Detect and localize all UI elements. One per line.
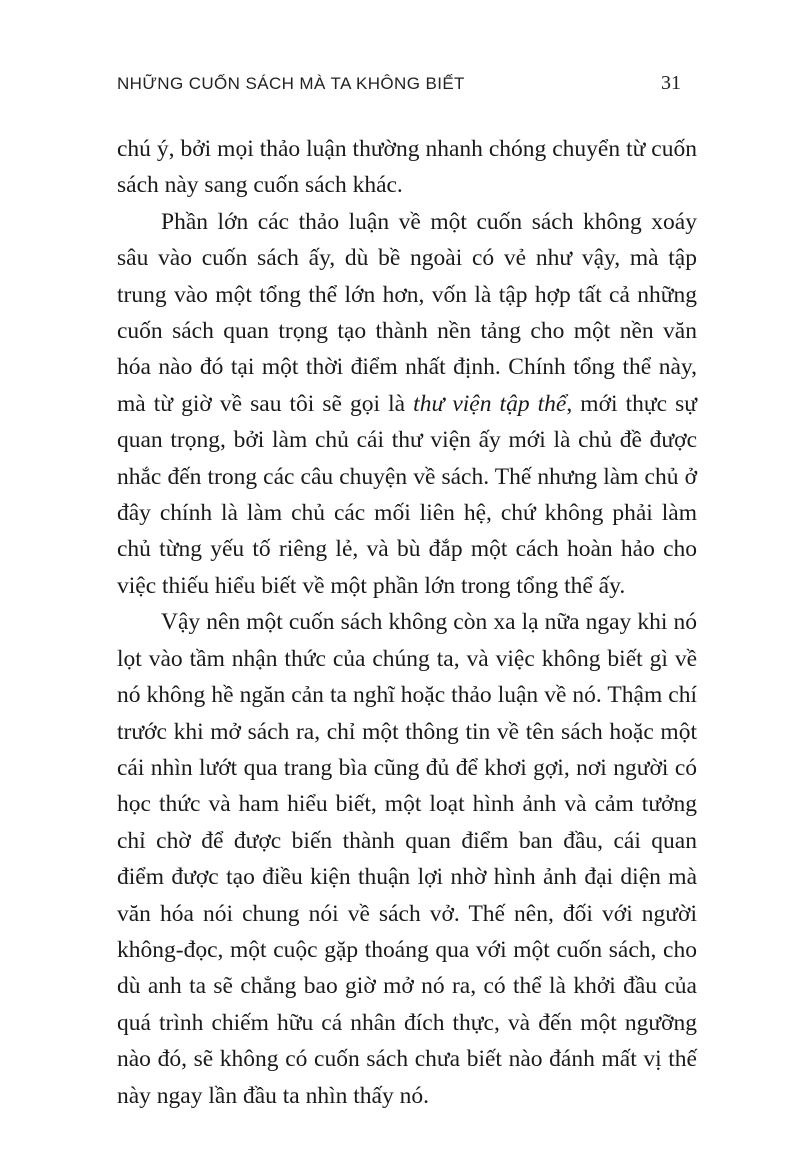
paragraph-2-text-start: Phần lớn các thảo luận về một cuốn sách không xoáy sâu vào cuốn sách ấy, dù bề ngoài có vẻ như vậy, mà tập trung vào một tổng thể lớn hơn, vốn là tập hợp tất cả những cuốn sách quan trọng tạo thành nền tảng cho một nền văn hóa nào đó tại một thời điểm nhất định. Chính tổng thể này, mà từ giờ về sau tôi sẽ gọi là xyxy=(117,208,697,417)
running-head-title: NHỮNG CUỐN SÁCH MÀ TA KHÔNG BIẾT xyxy=(117,74,465,93)
paragraph-3: Vậy nên một cuốn sách không còn xa lạ nữa ngay khi nó lọt vào tầm nhận thức của chúng ta, và việc không biết gì về nó không hề ngăn cản ta nghĩ hoặc thảo luận về nó. Thậm chí trước khi mở sách ra, chỉ một thông tin về tên sách hoặc một cái nhìn lướt qua trang bìa cũng đủ để khơi gợi, nơi người có học thức và ham hiểu biết, một loạt hình ảnh và cảm tưởng chỉ chờ để được biến thành quan điểm ban đầu, cái quan điểm được tạo điều kiện thuận lợi nhờ hình ảnh đại diện mà văn hóa nói chung nói về sách vở. Thế nên, đối với người không-đọc, một cuộc gặp thoáng qua với một cuốn sách, cho dù anh ta sẽ chẳng bao giờ mở nó ra, có thể là khởi đầu của quá trình chiếm hữu cá nhân đích thực, và đến một ngưỡng nào đó, sẽ không có cuốn sách chưa biết nào đánh mất vị thế này ngay lần đầu ta nhìn thấy nó. xyxy=(117,609,697,1109)
body-text xyxy=(117,131,697,1114)
paragraph-2 xyxy=(117,204,697,604)
page-number: 31 xyxy=(661,72,681,94)
paragraph-2-text-end: , mới thực sự quan trọng, bởi làm chủ cái thư viện ấy mới là chủ đề được nhắc đến trong các câu chuyện về sách. Thế nhưng làm chủ ở đây chính là làm chủ các mối liên hệ, chứ không phải làm chủ từng yếu tố riêng lẻ, và bù đắp một cách hoàn hảo cho việc thiếu hiểu biết về một phần lớn trong tổng thể ấy. xyxy=(117,390,697,599)
italic-term-collective-library: thư viện tập thể xyxy=(413,390,567,417)
paragraph-1: chú ý, bởi mọi thảo luận thường nhanh chóng chuyển từ cuốn sách này sang cuốn sách khác. xyxy=(117,136,697,199)
